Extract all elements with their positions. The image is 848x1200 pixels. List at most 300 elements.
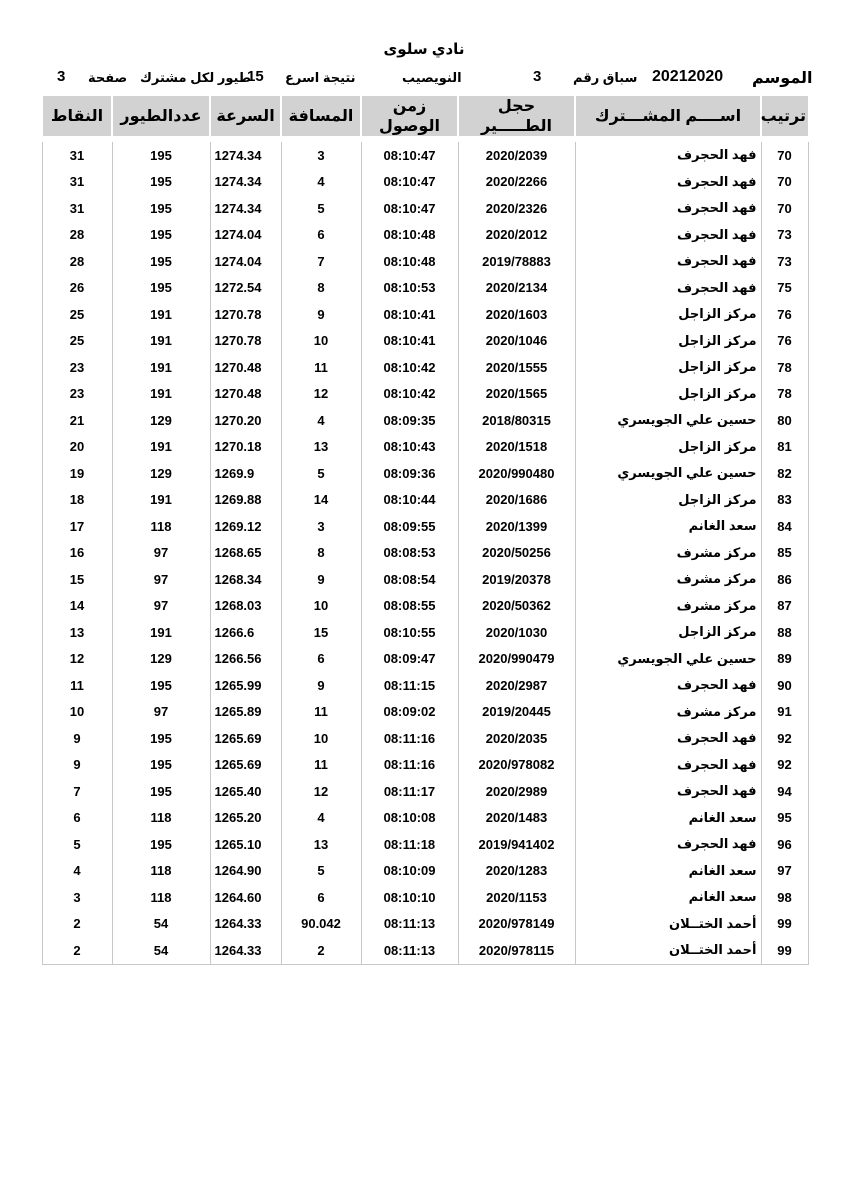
rank-cell: 86	[761, 566, 808, 593]
rank-cell: 98	[761, 884, 808, 911]
birds-cell: 195	[112, 169, 210, 196]
arrival-time-cell: 08:10:10	[361, 884, 458, 911]
distance-cell: 8	[281, 540, 361, 567]
arrival-time-cell: 08:11:18	[361, 831, 458, 858]
distance-cell: 12	[281, 778, 361, 805]
name-cell: مركز مشرف	[575, 593, 761, 620]
table-row	[42, 540, 808, 567]
ring-cell: 2020/1483	[458, 805, 575, 832]
distance-cell: 3	[281, 513, 361, 540]
race-label: سباق رقم	[573, 70, 638, 85]
table-row	[42, 752, 808, 779]
speed-cell: 1264.33	[210, 937, 281, 964]
speed-cell: 1268.65	[210, 540, 281, 567]
speed-cell: 1265.40	[210, 778, 281, 805]
points-cell: 28	[42, 248, 112, 275]
distance-cell: 7	[281, 248, 361, 275]
speed-cell: 1274.34	[210, 142, 281, 169]
birds-cell: 191	[112, 381, 210, 408]
birds-cell: 191	[112, 328, 210, 355]
ring-cell: 2019/20378	[458, 566, 575, 593]
distance-cell: 4	[281, 169, 361, 196]
name-cell: مركز مشرف	[575, 699, 761, 726]
ring-cell: 2020/990480	[458, 460, 575, 487]
speed-cell: 1264.60	[210, 884, 281, 911]
birds-cell: 195	[112, 672, 210, 699]
birds-cell: 191	[112, 354, 210, 381]
points-cell: 20	[42, 434, 112, 461]
birds-cell: 195	[112, 142, 210, 169]
per-member-label: طيور لكل مشترك	[140, 70, 252, 85]
rank-cell: 84	[761, 513, 808, 540]
points-cell: 21	[42, 407, 112, 434]
speed-cell: 1266.6	[210, 619, 281, 646]
rank-cell: 88	[761, 619, 808, 646]
ring-cell: 2020/1555	[458, 354, 575, 381]
table-row	[42, 858, 808, 885]
points-cell: 18	[42, 487, 112, 514]
name-cell: مركز الزاجل	[575, 381, 761, 408]
ring-cell: 2020/2012	[458, 222, 575, 249]
points-cell: 11	[42, 672, 112, 699]
header-speed: السرعة	[210, 96, 281, 136]
table-row	[42, 805, 808, 832]
results-table	[41, 96, 809, 965]
birds-cell: 97	[112, 566, 210, 593]
arrival-time-cell: 08:11:13	[361, 937, 458, 964]
arrival-time-cell: 08:10:48	[361, 248, 458, 275]
speed-cell: 1269.9	[210, 460, 281, 487]
name-cell: فهد الحجرف	[575, 778, 761, 805]
birds-cell: 195	[112, 275, 210, 302]
speed-cell: 1270.48	[210, 354, 281, 381]
name-cell: سعد الغانم	[575, 884, 761, 911]
rank-cell: 94	[761, 778, 808, 805]
birds-cell: 195	[112, 195, 210, 222]
rank-cell: 81	[761, 434, 808, 461]
points-cell: 16	[42, 540, 112, 567]
birds-cell: 118	[112, 858, 210, 885]
points-cell: 2	[42, 911, 112, 938]
ring-cell: 2020/2035	[458, 725, 575, 752]
points-cell: 10	[42, 699, 112, 726]
speed-cell: 1265.99	[210, 672, 281, 699]
speed-cell: 1270.20	[210, 407, 281, 434]
table-row	[42, 831, 808, 858]
distance-cell: 5	[281, 460, 361, 487]
arrival-time-cell: 08:10:47	[361, 169, 458, 196]
points-cell: 3	[42, 884, 112, 911]
race-location: النويصيب	[402, 70, 462, 85]
rank-cell: 82	[761, 460, 808, 487]
table-row	[42, 434, 808, 461]
table-row	[42, 566, 808, 593]
rank-cell: 91	[761, 699, 808, 726]
ring-cell: 2019/78883	[458, 248, 575, 275]
table-header-row	[42, 96, 808, 136]
table-row	[42, 619, 808, 646]
points-cell: 31	[42, 142, 112, 169]
table-row	[42, 301, 808, 328]
speed-cell: 1269.12	[210, 513, 281, 540]
arrival-time-cell: 08:10:41	[361, 328, 458, 355]
page-label: صفحة	[88, 70, 128, 85]
speed-cell: 1265.89	[210, 699, 281, 726]
arrival-time-cell: 08:11:17	[361, 778, 458, 805]
rank-cell: 99	[761, 937, 808, 964]
table-row	[42, 328, 808, 355]
page-number: 3	[57, 68, 66, 85]
birds-cell: 118	[112, 805, 210, 832]
ring-cell: 2019/941402	[458, 831, 575, 858]
rank-cell: 80	[761, 407, 808, 434]
rank-cell: 92	[761, 725, 808, 752]
name-cell: سعد الغانم	[575, 805, 761, 832]
birds-cell: 195	[112, 222, 210, 249]
points-cell: 23	[42, 354, 112, 381]
table-row	[42, 195, 808, 222]
distance-cell: 11	[281, 354, 361, 381]
birds-cell: 191	[112, 301, 210, 328]
arrival-time-cell: 08:09:36	[361, 460, 458, 487]
rank-cell: 83	[761, 487, 808, 514]
arrival-time-cell: 08:11:16	[361, 725, 458, 752]
ring-cell: 2020/990479	[458, 646, 575, 673]
rank-cell: 78	[761, 354, 808, 381]
table-row	[42, 169, 808, 196]
name-cell: مركز الزاجل	[575, 301, 761, 328]
header-distance: المسافة	[281, 96, 361, 136]
arrival-time-cell: 08:09:47	[361, 646, 458, 673]
arrival-time-cell: 08:10:42	[361, 381, 458, 408]
ring-cell: 2020/50362	[458, 593, 575, 620]
distance-cell: 5	[281, 858, 361, 885]
distance-cell: 10	[281, 328, 361, 355]
header-arrival-time: زمن الوصول	[361, 96, 458, 136]
name-cell: مركز الزاجل	[575, 328, 761, 355]
points-cell: 2	[42, 937, 112, 964]
speed-cell: 1274.34	[210, 195, 281, 222]
rank-cell: 95	[761, 805, 808, 832]
ring-cell: 2020/1283	[458, 858, 575, 885]
table-row	[42, 275, 808, 302]
speed-cell: 1264.33	[210, 911, 281, 938]
distance-cell: 14	[281, 487, 361, 514]
arrival-time-cell: 08:10:09	[361, 858, 458, 885]
ring-cell: 2020/1030	[458, 619, 575, 646]
name-cell: مركز الزاجل	[575, 354, 761, 381]
distance-cell: 13	[281, 831, 361, 858]
table-row	[42, 725, 808, 752]
ring-cell: 2020/1153	[458, 884, 575, 911]
race-number: 3	[533, 68, 542, 85]
distance-cell: 2	[281, 937, 361, 964]
arrival-time-cell: 08:09:35	[361, 407, 458, 434]
name-cell: سعد الغانم	[575, 858, 761, 885]
birds-cell: 195	[112, 248, 210, 275]
header-name: اســــم المشـــترك	[575, 96, 761, 136]
speed-cell: 1265.20	[210, 805, 281, 832]
header-points: النقاط	[42, 96, 112, 136]
table-row	[42, 222, 808, 249]
rank-cell: 78	[761, 381, 808, 408]
rank-cell: 90	[761, 672, 808, 699]
header-birds: عددالطيور	[112, 96, 210, 136]
ring-cell: 2020/2989	[458, 778, 575, 805]
distance-cell: 4	[281, 407, 361, 434]
ring-cell: 2020/2134	[458, 275, 575, 302]
birds-cell: 129	[112, 646, 210, 673]
ring-cell: 2020/2987	[458, 672, 575, 699]
speed-cell: 1265.10	[210, 831, 281, 858]
name-cell: حسين علي الجويسري	[575, 407, 761, 434]
rank-cell: 70	[761, 142, 808, 169]
birds-cell: 97	[112, 593, 210, 620]
table-row	[42, 646, 808, 673]
table-row	[42, 381, 808, 408]
points-cell: 14	[42, 593, 112, 620]
points-cell: 9	[42, 725, 112, 752]
speed-cell: 1270.78	[210, 328, 281, 355]
distance-cell: 9	[281, 672, 361, 699]
ring-cell: 2020/2326	[458, 195, 575, 222]
table-row	[42, 513, 808, 540]
arrival-time-cell: 08:09:02	[361, 699, 458, 726]
speed-cell: 1274.04	[210, 248, 281, 275]
rank-cell: 76	[761, 301, 808, 328]
distance-cell: 6	[281, 222, 361, 249]
club-title: نادي سلوى	[383, 41, 465, 58]
name-cell: فهد الحجرف	[575, 752, 761, 779]
rank-cell: 99	[761, 911, 808, 938]
rank-cell: 73	[761, 248, 808, 275]
name-cell: مركز الزاجل	[575, 487, 761, 514]
table-row	[42, 593, 808, 620]
arrival-time-cell: 08:10:47	[361, 142, 458, 169]
points-cell: 13	[42, 619, 112, 646]
birds-cell: 97	[112, 540, 210, 567]
points-cell: 19	[42, 460, 112, 487]
ring-cell: 2020/1518	[458, 434, 575, 461]
ring-cell: 2020/978082	[458, 752, 575, 779]
name-cell: فهد الحجرف	[575, 169, 761, 196]
points-cell: 31	[42, 195, 112, 222]
table-row	[42, 407, 808, 434]
distance-cell: 9	[281, 566, 361, 593]
name-cell: مركز مشرف	[575, 540, 761, 567]
rank-cell: 70	[761, 169, 808, 196]
arrival-time-cell: 08:10:55	[361, 619, 458, 646]
table-row	[42, 354, 808, 381]
distance-cell: 4	[281, 805, 361, 832]
name-cell: أحمد الختــلان	[575, 937, 761, 964]
rank-cell: 85	[761, 540, 808, 567]
speed-cell: 1268.34	[210, 566, 281, 593]
distance-cell: 10	[281, 593, 361, 620]
speed-cell: 1264.90	[210, 858, 281, 885]
speed-cell: 1266.56	[210, 646, 281, 673]
ring-cell: 2018/80315	[458, 407, 575, 434]
table-row	[42, 911, 808, 938]
speed-cell: 1268.03	[210, 593, 281, 620]
rank-cell: 73	[761, 222, 808, 249]
arrival-time-cell: 08:10:44	[361, 487, 458, 514]
ring-cell: 2020/2039	[458, 142, 575, 169]
name-cell: فهد الحجرف	[575, 222, 761, 249]
birds-cell: 195	[112, 778, 210, 805]
speed-cell: 1269.88	[210, 487, 281, 514]
distance-cell: 15	[281, 619, 361, 646]
rank-cell: 87	[761, 593, 808, 620]
points-cell: 5	[42, 831, 112, 858]
season-label: الموسم	[752, 70, 813, 87]
distance-cell: 5	[281, 195, 361, 222]
table-row	[42, 884, 808, 911]
speed-cell: 1272.54	[210, 275, 281, 302]
name-cell: سعد الغانم	[575, 513, 761, 540]
name-cell: حسين علي الجويسري	[575, 646, 761, 673]
ring-cell: 2020/2266	[458, 169, 575, 196]
table-row	[42, 460, 808, 487]
points-cell: 31	[42, 169, 112, 196]
arrival-time-cell: 08:09:55	[361, 513, 458, 540]
birds-cell: 129	[112, 407, 210, 434]
speed-cell: 1270.48	[210, 381, 281, 408]
arrival-time-cell: 08:10:08	[361, 805, 458, 832]
ring-cell: 2020/1603	[458, 301, 575, 328]
points-cell: 28	[42, 222, 112, 249]
table-row	[42, 248, 808, 275]
arrival-time-cell: 08:08:53	[361, 540, 458, 567]
distance-cell: 90.042	[281, 911, 361, 938]
distance-cell: 8	[281, 275, 361, 302]
arrival-time-cell: 08:10:43	[361, 434, 458, 461]
rank-cell: 70	[761, 195, 808, 222]
distance-cell: 3	[281, 142, 361, 169]
rank-cell: 76	[761, 328, 808, 355]
birds-cell: 191	[112, 619, 210, 646]
rank-cell: 75	[761, 275, 808, 302]
name-cell: مركز الزاجل	[575, 619, 761, 646]
arrival-time-cell: 08:11:13	[361, 911, 458, 938]
arrival-time-cell: 08:10:47	[361, 195, 458, 222]
distance-cell: 6	[281, 646, 361, 673]
table-row	[42, 672, 808, 699]
header-rank: ترتيب	[761, 96, 808, 136]
birds-cell: 118	[112, 884, 210, 911]
birds-cell: 191	[112, 487, 210, 514]
ring-cell: 2020/50256	[458, 540, 575, 567]
birds-cell: 195	[112, 831, 210, 858]
arrival-time-cell: 08:08:55	[361, 593, 458, 620]
points-cell: 15	[42, 566, 112, 593]
points-cell: 12	[42, 646, 112, 673]
fastest-label: نتيجة اسرع	[285, 70, 356, 85]
points-cell: 6	[42, 805, 112, 832]
name-cell: فهد الحجرف	[575, 248, 761, 275]
points-cell: 26	[42, 275, 112, 302]
rank-cell: 96	[761, 831, 808, 858]
arrival-time-cell: 08:10:53	[361, 275, 458, 302]
ring-cell: 2020/1565	[458, 381, 575, 408]
table-row	[42, 778, 808, 805]
rank-cell: 97	[761, 858, 808, 885]
table-row	[42, 937, 808, 964]
distance-cell: 10	[281, 725, 361, 752]
table-row	[42, 487, 808, 514]
arrival-time-cell: 08:10:42	[361, 354, 458, 381]
ring-cell: 2020/1399	[458, 513, 575, 540]
table-row	[42, 142, 808, 169]
ring-cell: 2020/978149	[458, 911, 575, 938]
points-cell: 9	[42, 752, 112, 779]
ring-cell: 2019/20445	[458, 699, 575, 726]
fastest-count: 15	[247, 68, 264, 85]
speed-cell: 1265.69	[210, 725, 281, 752]
distance-cell: 13	[281, 434, 361, 461]
birds-cell: 118	[112, 513, 210, 540]
birds-cell: 97	[112, 699, 210, 726]
distance-cell: 6	[281, 884, 361, 911]
ring-cell: 2020/978115	[458, 937, 575, 964]
name-cell: أحمد الختــلان	[575, 911, 761, 938]
speed-cell: 1274.04	[210, 222, 281, 249]
season-value: 20212020	[652, 68, 724, 85]
points-cell: 23	[42, 381, 112, 408]
name-cell: فهد الحجرف	[575, 831, 761, 858]
distance-cell: 12	[281, 381, 361, 408]
name-cell: فهد الحجرف	[575, 142, 761, 169]
birds-cell: 195	[112, 725, 210, 752]
points-cell: 4	[42, 858, 112, 885]
speed-cell: 1270.78	[210, 301, 281, 328]
distance-cell: 9	[281, 301, 361, 328]
name-cell: فهد الحجرف	[575, 275, 761, 302]
name-cell: فهد الحجرف	[575, 672, 761, 699]
name-cell: فهد الحجرف	[575, 195, 761, 222]
arrival-time-cell: 08:11:16	[361, 752, 458, 779]
birds-cell: 54	[112, 911, 210, 938]
points-cell: 25	[42, 301, 112, 328]
ring-cell: 2020/1686	[458, 487, 575, 514]
birds-cell: 191	[112, 434, 210, 461]
birds-cell: 129	[112, 460, 210, 487]
points-cell: 25	[42, 328, 112, 355]
name-cell: مركز الزاجل	[575, 434, 761, 461]
distance-cell: 11	[281, 752, 361, 779]
name-cell: حسين علي الجويسري	[575, 460, 761, 487]
table-row	[42, 699, 808, 726]
points-cell: 17	[42, 513, 112, 540]
speed-cell: 1265.69	[210, 752, 281, 779]
distance-cell: 11	[281, 699, 361, 726]
speed-cell: 1270.18	[210, 434, 281, 461]
arrival-time-cell: 08:10:41	[361, 301, 458, 328]
ring-cell: 2020/1046	[458, 328, 575, 355]
arrival-time-cell: 08:11:15	[361, 672, 458, 699]
birds-cell: 195	[112, 752, 210, 779]
rank-cell: 92	[761, 752, 808, 779]
speed-cell: 1274.34	[210, 169, 281, 196]
rank-cell: 89	[761, 646, 808, 673]
arrival-time-cell: 08:10:48	[361, 222, 458, 249]
points-cell: 7	[42, 778, 112, 805]
arrival-time-cell: 08:08:54	[361, 566, 458, 593]
birds-cell: 54	[112, 937, 210, 964]
name-cell: مركز مشرف	[575, 566, 761, 593]
header-ring: حجل الطـــــير	[458, 96, 575, 136]
name-cell: فهد الحجرف	[575, 725, 761, 752]
